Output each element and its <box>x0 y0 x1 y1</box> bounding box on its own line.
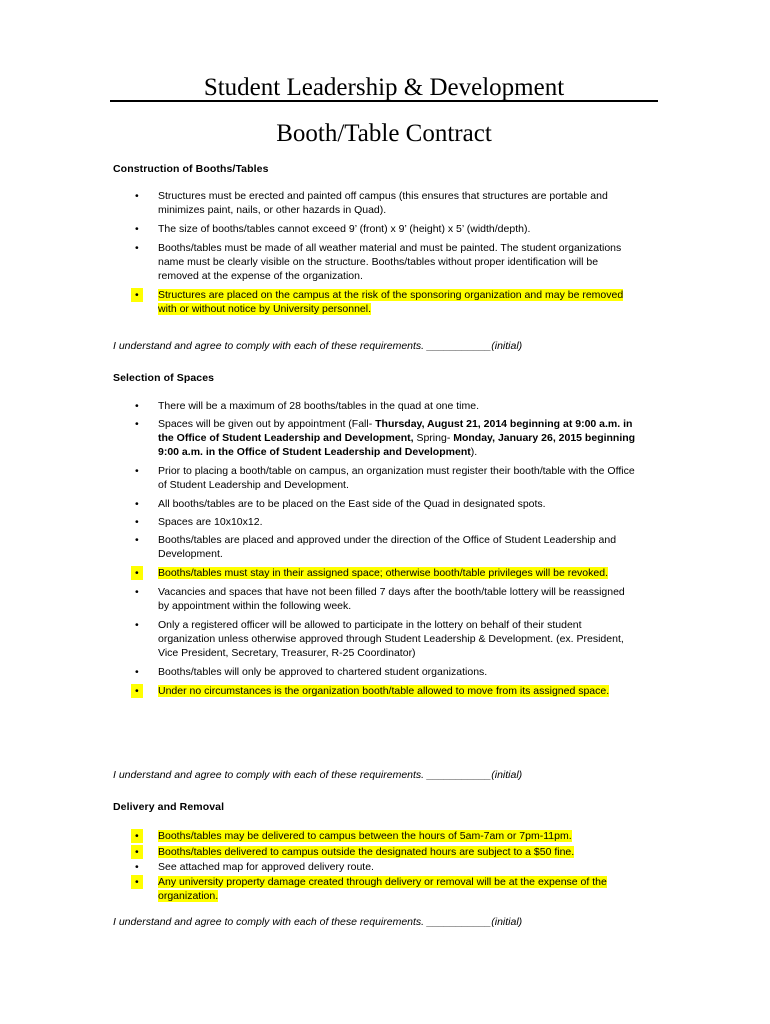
bullet: • <box>135 418 139 430</box>
bullet: • <box>135 465 139 477</box>
list-item-text-part: ). <box>470 446 478 458</box>
list-item-highlighted <box>0 684 638 698</box>
list-item-text: Vacancies and spaces that have not been filled 7 days after the booth/table lottery will be reassigned by appointment within the following week. <box>158 586 625 612</box>
bullet: • <box>135 619 139 631</box>
list-item <box>0 533 638 561</box>
list-item-text: The size of booths/tables cannot exceed 9’ (front) x 9’ (height) x 5’ (width/depth). <box>158 223 531 235</box>
list-item <box>0 464 638 492</box>
list-item <box>0 241 638 283</box>
bullet: • <box>135 498 139 510</box>
document-subtitle: Booth/Table Contract <box>276 120 492 147</box>
bullet: • <box>131 875 143 889</box>
list-item-text: Spaces are 10x10x12. <box>158 516 263 528</box>
bullet: • <box>135 190 139 202</box>
list-item-text: Booths/tables delivered to campus outside the designated hours are subject to a $50 fine. <box>158 846 575 858</box>
list-item-text: Under no circumstances is the organization booth/table allowed to move from its assigned space. <box>158 685 610 697</box>
list-item-highlighted <box>0 288 638 316</box>
bullet: • <box>135 400 139 412</box>
list-item-text: See attached map for approved delivery route. <box>158 861 374 873</box>
list-item <box>0 585 638 613</box>
list-item-bold-text: Thursday, August 21, 2014 beginning at 9:00 a.m. in the Office of Student Leadership and Development, <box>158 418 633 444</box>
document-title: Student Leadership & Development <box>203 74 565 101</box>
list-item-text: Structures are placed on the campus at the risk of the sponsoring organization and may be removed with or without notice by University personnel. <box>158 289 624 315</box>
list-item-highlighted <box>0 829 638 843</box>
list-item <box>0 515 638 529</box>
list-item-text: Booths/tables may be delivered to campus between the hours of 5am-7am or 7pm-11pm. <box>158 830 572 842</box>
bullet: • <box>131 829 143 843</box>
list-item-text: There will be a maximum of 28 booths/tables in the quad at one time. <box>158 400 480 412</box>
section-heading-delivery: Delivery and Removal <box>113 801 225 813</box>
list-item-text: Any university property damage created through delivery or removal will be at the expense of the organization. <box>158 876 607 902</box>
bullet: • <box>135 242 139 254</box>
bullet: • <box>135 223 139 235</box>
list-item-text: All booths/tables are to be placed on the East side of the Quad in designated spots. <box>158 498 546 510</box>
list-item <box>0 860 638 874</box>
list-item-text-part: Spring- <box>413 432 454 444</box>
list-item <box>0 222 638 236</box>
list-item <box>0 665 638 679</box>
agreement-line: I understand and agree to comply with each of these requirements. ___________(initial) <box>113 340 523 352</box>
bullet: • <box>131 845 143 859</box>
selection-list <box>0 399 770 698</box>
bullet: • <box>135 666 139 678</box>
title-divider <box>110 100 658 102</box>
section-heading-construction: Construction of Booths/Tables <box>113 163 269 175</box>
list-item <box>0 399 638 413</box>
list-item <box>0 497 638 511</box>
bullet: • <box>135 516 139 528</box>
list-item <box>0 417 638 459</box>
bullet: • <box>131 566 143 580</box>
agreement-line: I understand and agree to comply with each of these requirements. ___________(initial) <box>113 916 523 928</box>
list-item-highlighted <box>0 875 638 903</box>
bullet: • <box>131 684 143 698</box>
bullet: • <box>131 288 143 302</box>
list-item <box>0 189 638 217</box>
list-item-text: Booths/tables will only be approved to chartered student organizations. <box>158 666 488 678</box>
list-item-bold-text: Monday, January 26, 2015 beginning 9:00 a.m. in the Office of Student Leadership and Development <box>158 432 636 458</box>
list-item-highlighted <box>0 566 638 580</box>
bullet: • <box>135 586 139 598</box>
list-item-text: Only a registered officer will be allowed to participate in the lottery on behalf of their student organization unless otherwise approved through Student Leadership & Development. (ex. President, Vice President, Secretary, Treasurer, R-25 Coordinator) <box>158 619 624 659</box>
list-item-highlighted <box>0 845 638 859</box>
list-item-text-part: Spaces will be given out by appointment (Fall- <box>158 418 376 430</box>
agreement-line: I understand and agree to comply with each of these requirements. ___________(initial) <box>113 769 523 781</box>
list-item-text: Prior to placing a booth/table on campus, an organization must register their booth/table with the Office of Student Leadership and Development. <box>158 465 635 491</box>
section-heading-selection: Selection of Spaces <box>113 372 215 384</box>
list-item-text: Booths/tables must stay in their assigned space; otherwise booth/table privileges will be revoked. <box>158 567 608 579</box>
construction-list <box>0 189 770 316</box>
bullet: • <box>135 534 139 546</box>
list-item-text: Booths/tables are placed and approved under the direction of the Office of Student Leadership and Development. <box>158 534 617 560</box>
delivery-list <box>0 829 770 903</box>
bullet: • <box>135 861 139 873</box>
list-item-text: Booths/tables must be made of all weather material and must be painted. The student organizations name must be clearly visible on the structure. Booths/tables without proper identification will be removed at the expense of the organization. <box>158 242 622 282</box>
list-item-text: Structures must be erected and painted off campus (this ensures that structures are portable and minimizes paint, nails, or other hazards in Quad). <box>158 190 608 216</box>
list-item <box>0 618 638 660</box>
